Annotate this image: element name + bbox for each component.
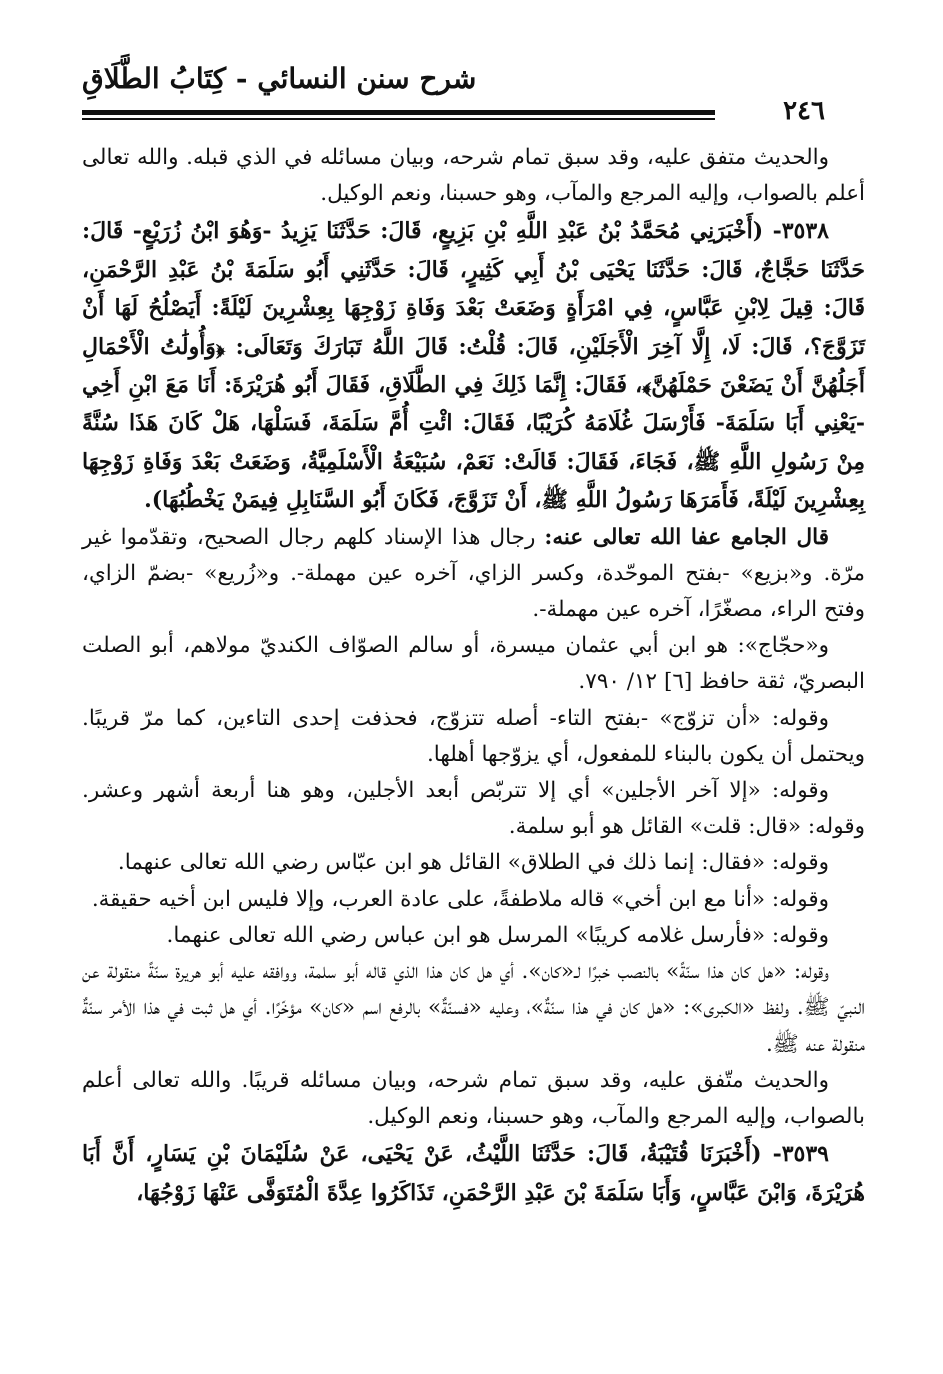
page-body	[82, 140, 865, 1212]
commentary-paragraph: والحديث متفق عليه، وقد سبق تمام شرحه، وبيان مسائله في الذي قبله. والله تعالى أعلم بالصواب، وإليه المرجع والمآب، وهو حسبنا، ونعم الوكيل.	[82, 145, 865, 207]
commentary-paragraph	[82, 520, 865, 629]
commentary-paragraph: وقوله: «أن تزوّج» -بفتح التاء- أصله تتزوّج، فحذفت إحدى التاءين، كما مرّ قريبًا. ويحتمل أن يكون بالبناء للمفعول، أي يزوّجها أهلها.	[82, 705, 865, 767]
hadith-paragraph: ٣٥٣٨- (أَخْبَرَنِي مُحَمَّدُ بْنُ عَبْدِ اللَّهِ بْنِ بَزِيعٍ، قَالَ: حَدَّثَنَا يَزِيدُ -وَهُوَ ابْنُ زُرَيْعٍ- قَالَ: حَدَّثَنَا حَجَّاجٌ، قَالَ: حَدَّثَنَا يَحْيَى بْنُ أَبِي كَثِيرٍ، قَالَ: حَدَّثَنِي أَبُو سَلَمَةَ بْنُ عَبْدِ الرَّحْمَنِ، قَالَ: قِيلَ لِابْنِ عَبَّاسٍ، فِي امْرَأَةٍ وَضَعَتْ بَعْدَ وَفَاةِ زَوْجِهَا بِعِشْرِينَ لَيْلَةً: أَيَصْلُحُ لَهَا أَنْ تَزَوَّجَ؟، قَالَ: لَا، إِلَّا آخِرَ الْأَجَلَيْنِ، قَالَ: قُلْتُ: قَالَ اللَّهُ تَبَارَكَ وَتَعَالَى: ﴿وَأُولَٰتُ الْأَحْمَالِ أَجَلُهُنَّ أَنْ يَضَعْنَ حَمْلَهُنَّ﴾، فَقَالَ: إِنَّمَا ذَلِكَ فِي الطَّلَاقِ، فَقَالَ أَبُو هُرَيْرَةَ: أَنَا مَعَ ابْنِ أَخِي -يَعْنِي أَبَا سَلَمَةَ- فَأَرْسَلَ غُلَامَهُ كُرَيْبًا، فَقَالَ: ائْتِ أُمَّ سَلَمَةَ، فَسَلْهَا، هَلْ كَانَ هَذَا سُنَّةً مِنْ رَسُولِ اللَّهِ ﷺ، فَجَاءَ، فَقَالَ: قَالَتْ: نَعَمْ، سُبَيْعَةُ الْأَسْلَمِيَّةُ، وَضَعَتْ بَعْدَ وَفَاةِ زَوْجِهَا بِعِشْرِينَ لَيْلَةً، فَأَمَرَهَا رَسُولُ اللَّهِ ﷺ، أَنْ تَزَوَّجَ، فَكَانَ أَبُو السَّنَابِلِ فِيمَنْ يَخْطُبُهَا).	[82, 218, 865, 514]
commentary-paragraph: و«حجّاج»: هو ابن أبي عثمان ميسرة، أو سالم الصوّاف الكنديّ مولاهم، أبو الصلت البصريّ، ثقة حافظ [٦] ١٢/ ٧٩٠.	[82, 633, 865, 695]
commentary-text: رجال هذا الإسناد كلهم رجال الصحيح، وتقدّموا غير مرّة. و«بزيع» -بفتح الموحّدة، وكسر الزاي، آخره عين مهملة-. و«زُريع» -بضمّ الزاي، وفتح الراء، مصغّرًا، آخره عين مهملة-.	[82, 524, 865, 623]
commentary-paragraph: والحديث متّفق عليه، وقد سبق تمام شرحه، وبيان مسائله قريبًا. والله تعالى أعلم بالصواب، وإليه المرجع والمآب، وهو حسبنا، ونعم الوكيل.	[82, 1067, 865, 1129]
commentary-paragraph: وقوله: «فأرسل غلامه كريبًا» المرسل هو ابن عباس رضي الله تعالى عنهما.	[166, 922, 829, 948]
page-header	[82, 62, 865, 126]
commentary-lead: قال الجامع عفا الله تعالى عنه:	[544, 524, 830, 550]
commentary-paragraph: وقوله: «فقال: إنما ذلك في الطلاق» القائل هو ابن عبّاس رضي الله تعالى عنهما.	[117, 850, 829, 876]
commentary-paragraph: وقوله: «أنا مع ابن أخي» قاله ملاطفةً، على عادة العرب، وإلا فليس ابن أخيه حقيقة.	[91, 886, 829, 912]
page-number: ٢٤٦	[783, 96, 825, 126]
hadith-paragraph: ٣٥٣٩- (أَخْبَرَنَا قُتَيْبَةُ، قَالَ: حَدَّثَنَا اللَّيْثُ، عَنْ يَحْيَى، عَنْ سُلَيْمَانَ بْنِ يَسَارٍ، أَنَّ أَبَا هُرَيْرَةَ، وَابْنَ عَبَّاسٍ، وَأَبَا سَلَمَةَ بْنَ عَبْدِ الرَّحْمَنِ، تَذَاكَرُوا عِدَّةَ الْمُتَوَفَّى عَنْهَا زَوْجُهَا،	[82, 1141, 865, 1206]
commentary-paragraph: وقوله: «إلا آخر الأجلين» أي إلا تتربّص أبعد الأجلين، وهو هنا أربعة أشهر وعشر. وقوله: «قال: قلت» القائل هو أبو سلمة.	[82, 778, 865, 840]
running-title: شرح سنن النسائي - كِتَابُ الطَّلَاقِ	[82, 62, 477, 95]
commentary-paragraph: وقوله: «هل كان هذا سنّةً» بالنصب خبرًا لـ«كان». أي هل كان هذا الذي قاله أبو سلمة، ووافقه عليه أبو هريرة سنّةً منقولة عن النبيّ ﷺ. ولفظ «الكبرى»: «هل كان في هذا سنّةٌ»، وعليه «فسنّةٌ» بالرفع اسم «كان» مؤخّرًا. أي هل ثبت في هذا الأمر سنّةٌ منقولة عنه ﷺ.	[82, 959, 865, 1057]
